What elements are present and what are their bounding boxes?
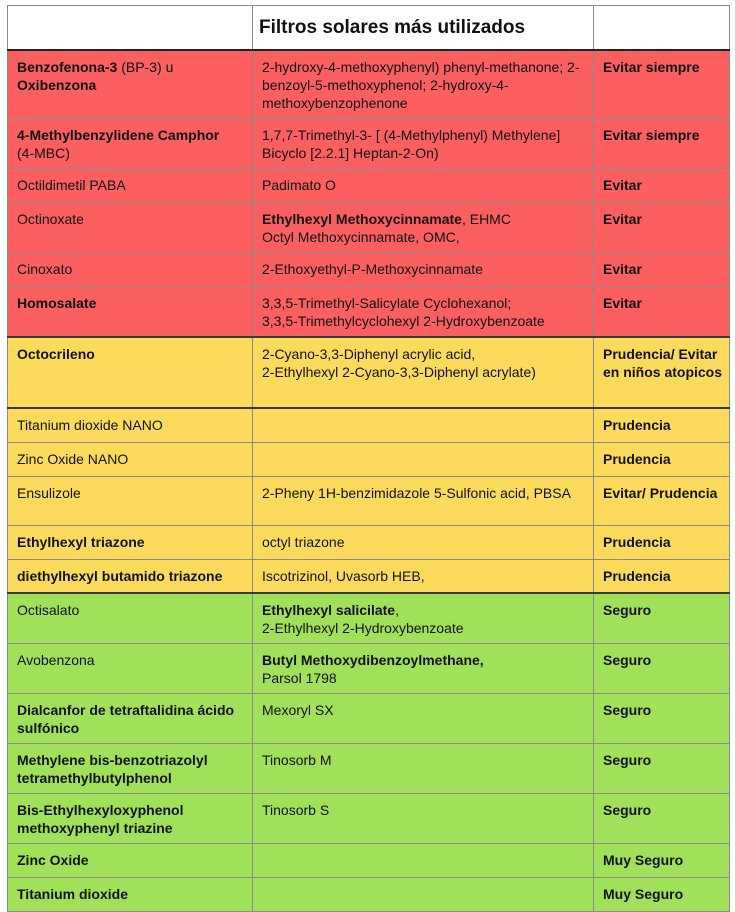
safety-rating-cell: [594, 476, 730, 525]
chemical-name-cell: [253, 442, 594, 476]
filter-name-cell: [8, 169, 253, 203]
safety-rating-cell: [594, 844, 730, 878]
table-header-row: [8, 6, 730, 51]
table-row: [8, 203, 730, 253]
table-row: [8, 644, 730, 694]
safety-rating-text: Evitar siempre: [603, 59, 700, 75]
cell-text: Avobenzona: [17, 652, 95, 668]
table-body: [8, 50, 730, 912]
header-cell-empty-left: [8, 6, 253, 51]
safety-rating-cell: [594, 694, 730, 744]
table-row: [8, 119, 730, 169]
table-row: [8, 744, 730, 794]
cell-text: diethylhexyl butamido triazone: [17, 567, 223, 584]
safety-rating-cell: [594, 119, 730, 169]
cell-text: Ethylhexyl salicilate: [262, 602, 396, 618]
table-row: [8, 408, 730, 442]
cell-text: Ensulizole: [17, 484, 81, 501]
table-row: [8, 442, 730, 476]
header-cell-empty-right: [594, 6, 730, 51]
table-row: [8, 559, 730, 593]
table-row: [8, 50, 730, 119]
chemical-name-cell: [253, 844, 594, 878]
cell-text: Zinc Oxide NANO: [17, 450, 129, 467]
filter-name-cell: [8, 878, 253, 912]
cell-text: 2-Pheny 1H-benzimidazole 5-Sulfonic acid, PBSA: [262, 484, 571, 501]
sunscreen-table-container: [7, 5, 729, 912]
cell-text: 2-Cyano-3,3-Diphenyl acrylic acid,: [262, 346, 476, 362]
safety-rating-text: Evitar: [603, 211, 642, 227]
filter-name-cell: [8, 844, 253, 878]
cell-text: Cinoxato: [17, 261, 73, 277]
table-row: [8, 253, 730, 287]
filter-name-cell: [8, 694, 253, 744]
cell-text: Titanium dioxide NANO: [17, 417, 163, 433]
filter-name-cell: [8, 593, 253, 644]
safety-rating-text: Evitar siempre: [603, 127, 700, 143]
safety-rating-cell: [594, 408, 730, 442]
cell-text: 3,3,5-Trimethyl-Salicylate Cyclohexanol;: [262, 295, 512, 311]
chemical-name-cell: [253, 169, 594, 203]
cell-text: 4-Methylbenzylidene Camphor: [17, 127, 220, 143]
safety-rating-text: Prudencia: [603, 417, 671, 433]
cell-text: 2-Ethoxyethyl-P-Methoxycinnamate: [262, 261, 483, 277]
safety-rating-cell: [594, 878, 730, 912]
safety-rating-cell: [594, 169, 730, 203]
chemical-name-cell: [253, 287, 594, 338]
cell-text: Mexoryl SX: [262, 702, 334, 718]
filter-name-cell: [8, 744, 253, 794]
cell-text: 2-hydroxy-4-methoxyphenyl) phenyl-methanone; 2-benzoyl-5-methoxyphenol; 2-hydroxy-4-methoxybenzophenone: [262, 59, 580, 111]
table-row: [8, 476, 730, 525]
cell-text: Butyl Methoxydibenzoylmethane,: [262, 652, 484, 668]
safety-rating-text: Seguro: [603, 602, 652, 618]
safety-rating-text: Prudencia/ Evitar en niños atopicos: [603, 346, 723, 380]
cell-text: Octildimetil PABA: [17, 177, 126, 193]
chemical-name-cell: [253, 253, 594, 287]
chemical-name-cell: [253, 525, 594, 559]
cell-text: Dialcanfor de tetraftalidina ácido sulfónico: [17, 702, 235, 736]
safety-rating-text: Evitar/ Prudencia: [603, 484, 718, 501]
cell-text: Ethylhexyl Methoxycinnamate: [262, 211, 462, 227]
chemical-name-cell: [253, 476, 594, 525]
cell-text: , EHMC: [461, 211, 511, 227]
safety-rating-text: Muy Seguro: [603, 852, 684, 868]
safety-rating-text: Prudencia: [603, 567, 671, 584]
table-row: [8, 794, 730, 844]
safety-rating-cell: [594, 559, 730, 593]
safety-rating-text: Seguro: [603, 752, 652, 768]
chemical-name-cell: [253, 694, 594, 744]
safety-rating-text: Evitar: [603, 177, 642, 193]
filter-name-cell: [8, 525, 253, 559]
safety-rating-text: Prudencia: [603, 533, 671, 550]
safety-rating-cell: [594, 442, 730, 476]
cell-text: Zinc Oxide: [17, 852, 89, 868]
table-row: [8, 593, 730, 644]
cell-text: ,: [395, 602, 399, 618]
cell-text: Bis-Ethylhexyloxyphenol methoxyphenyl triazine: [17, 802, 184, 836]
filter-name-cell: [8, 559, 253, 593]
cell-text: Padimato O: [262, 177, 336, 193]
cell-text: 1,7,7-Trimethyl-3- [ (4-Methylphenyl) Methylene] Bicyclo [2.2.1] Heptan-2-On): [262, 127, 561, 161]
safety-rating-cell: [594, 525, 730, 559]
safety-rating-cell: [594, 593, 730, 644]
safety-rating-cell: [594, 253, 730, 287]
safety-rating-text: Evitar: [603, 261, 642, 277]
table-row: [8, 169, 730, 203]
filter-name-cell: [8, 337, 253, 408]
safety-rating-cell: [594, 794, 730, 844]
chemical-name-cell: [253, 50, 594, 119]
cell-text: Iscotrizinol, Uvasorb HEB,: [262, 567, 425, 584]
filter-name-cell: [8, 442, 253, 476]
chemical-name-cell: [253, 593, 594, 644]
cell-text: Octocrileno: [17, 346, 95, 362]
cell-text: Benzofenona-3: [17, 59, 118, 75]
chemical-name-cell: [253, 408, 594, 442]
cell-text: 2-Ethylhexyl 2-Cyano-3,3-Diphenyl acrylate): [262, 364, 536, 380]
chemical-name-cell: [253, 744, 594, 794]
table-row: [8, 844, 730, 878]
safety-rating-text: Evitar: [603, 295, 642, 311]
cell-text: Octinoxate: [17, 211, 84, 227]
table-row: [8, 525, 730, 559]
cell-text: Parsol 1798: [262, 670, 337, 686]
filter-name-cell: [8, 287, 253, 338]
cell-text: Octyl Methoxycinnamate, OMC,: [262, 229, 460, 245]
filter-name-cell: [8, 408, 253, 442]
safety-rating-text: Muy Seguro: [603, 886, 684, 902]
table-row: [8, 287, 730, 338]
chemical-name-cell: [253, 559, 594, 593]
filter-name-cell: [8, 50, 253, 119]
cell-text: (4-MBC): [17, 145, 70, 161]
cell-text: Ethylhexyl triazone: [17, 533, 145, 550]
filter-name-cell: [8, 644, 253, 694]
cell-text: 2-Ethylhexyl 2-Hydroxybenzoate: [262, 620, 464, 636]
filter-name-cell: [8, 794, 253, 844]
cell-text: Tinosorb S: [262, 802, 330, 818]
cell-text: Octisalato: [17, 602, 80, 618]
filter-name-cell: [8, 476, 253, 525]
safety-rating-cell: [594, 744, 730, 794]
cell-text: Homosalate: [17, 295, 97, 311]
chemical-name-cell: [253, 644, 594, 694]
cell-text: Methylene bis-benzotriazolyl tetramethylbutylphenol: [17, 752, 208, 786]
safety-rating-cell: [594, 337, 730, 408]
filter-name-cell: [8, 253, 253, 287]
cell-text: octyl triazone: [262, 533, 345, 550]
safety-rating-cell: [594, 644, 730, 694]
sunscreen-filters-table: [7, 5, 730, 912]
safety-rating-text: Seguro: [603, 802, 652, 818]
cell-text: 3,3,5-Trimethylcyclohexyl 2-Hydroxybenzoate: [262, 313, 545, 329]
safety-rating-cell: [594, 50, 730, 119]
safety-rating-text: Seguro: [603, 702, 652, 718]
cell-text: Titanium dioxide: [17, 886, 128, 902]
cell-text: Oxibenzona: [17, 77, 97, 93]
chemical-name-cell: [253, 203, 594, 253]
table-row: [8, 694, 730, 744]
table-row: [8, 878, 730, 912]
chemical-name-cell: [253, 337, 594, 408]
chemical-name-cell: [253, 878, 594, 912]
filter-name-cell: [8, 119, 253, 169]
cell-text: Tinosorb M: [262, 752, 332, 768]
table-row: [8, 337, 730, 408]
chemical-name-cell: [253, 794, 594, 844]
safety-rating-cell: [594, 287, 730, 338]
table-title: Filtros solares más utilizados: [253, 6, 594, 51]
safety-rating-cell: [594, 203, 730, 253]
chemical-name-cell: [253, 119, 594, 169]
cell-text: (BP-3) u: [117, 59, 174, 75]
safety-rating-text: Seguro: [603, 652, 652, 668]
filter-name-cell: [8, 203, 253, 253]
safety-rating-text: Prudencia: [603, 450, 671, 467]
